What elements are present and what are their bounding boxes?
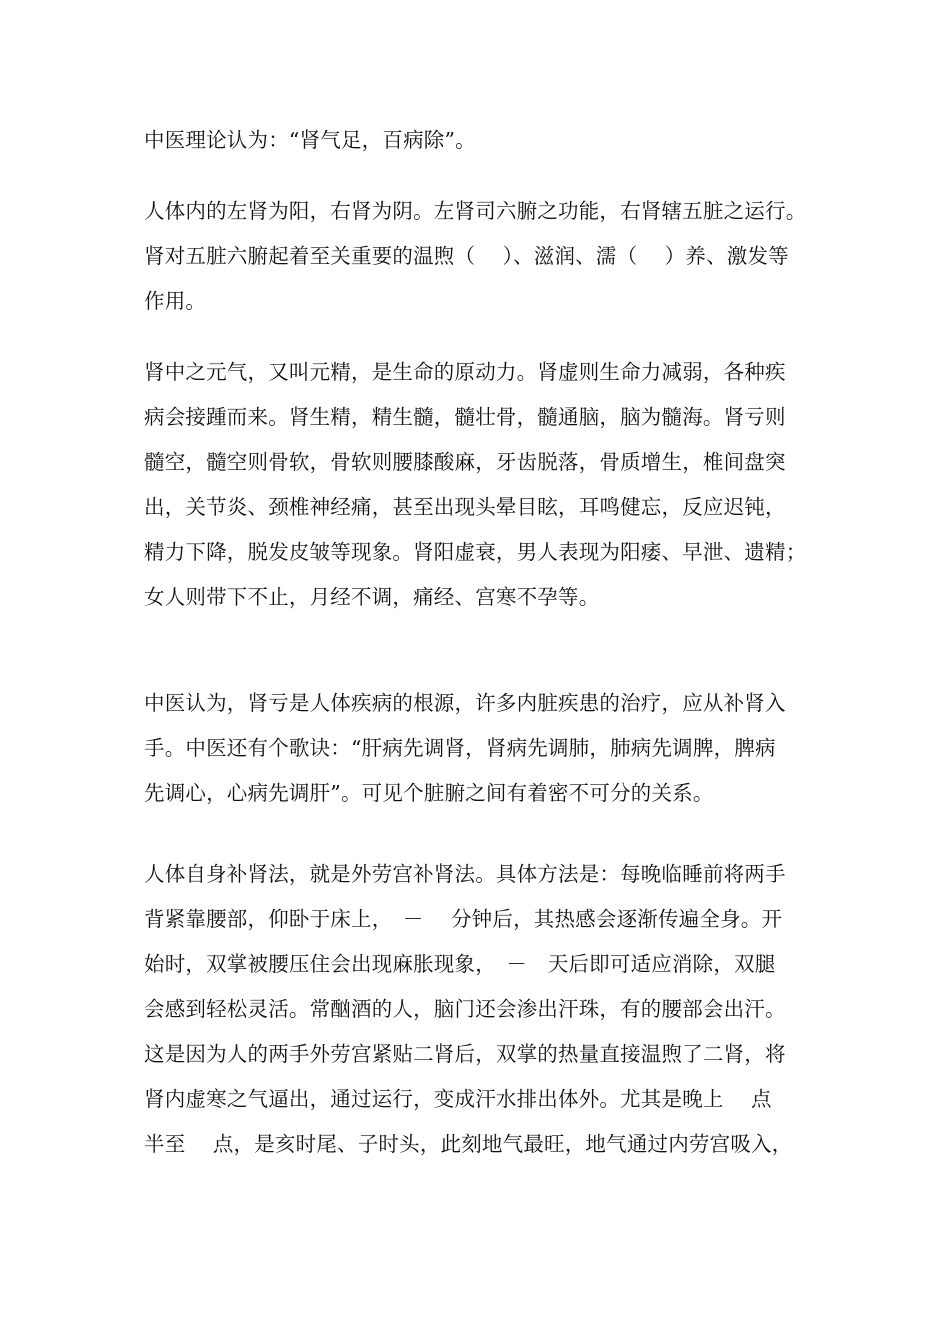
text-line: 背紧靠腰部，仰卧于床上， － 分钟后，其热感会逐渐传遍全身。开	[144, 907, 783, 931]
text-line: 肾内虚寒之气逼出，通过运行，变成汗水排出体外。尤其是晚上 点	[144, 1087, 772, 1111]
text-line: 这是因为人的两手外劳宫紧贴二肾后，双掌的热量直接温煦了二肾，将	[144, 1042, 786, 1066]
text-line: 作用。	[144, 289, 207, 313]
paragraph-5	[144, 852, 814, 1167]
text-line: 半至 点，是亥时尾、子时头，此刻地气最旺，地气通过内劳宫吸入，	[144, 1132, 793, 1156]
paragraph-2	[144, 189, 814, 324]
text-line: 中医认为，肾亏是人体疾病的根源，许多内脏疾患的治疗，应从补肾入	[144, 691, 786, 715]
text-line: 会感到轻松灵活。常酗酒的人，脑门还会渗出汗珠，有的腰部会出汗。	[144, 997, 786, 1021]
text-line: 人体内的左肾为阳，右肾为阴。左肾司六腑之功能，右肾辖五脏之运行。	[144, 199, 807, 223]
text-line: 髓空，髓空则骨软，骨软则腰膝酸麻，牙齿脱落，骨质增生，椎间盘突	[144, 450, 786, 474]
text-line: 出，关节炎、颈椎神经痛，甚至出现头晕目眩，耳鸣健忘，反应迟钝，	[144, 495, 786, 519]
paragraph-3	[144, 350, 814, 620]
text-line: 手。中医还有个歌诀：“肝病先调肾，肾病先调肺，肺病先调脾，脾病	[144, 736, 776, 760]
text-line: 始时，双掌被腰压住会出现麻胀现象， － 天后即可适应消除，双腿	[144, 952, 776, 976]
text-line: 肾对五脏六腑起着至关重要的温煦（ ）、滋润、濡（ ）养、激发等	[144, 244, 789, 268]
text-line: 女人则带下不止，月经不调，痛经、宫寒不孕等。	[144, 585, 600, 609]
text-line: 病会接踵而来。肾生精，精生髓，髓壮骨，髓通脑，脑为髓海。肾亏则	[144, 405, 786, 429]
text-line: 人体自身补肾法，就是外劳宫补肾法。具体方法是：每晚临睡前将两手	[144, 862, 786, 886]
text-line: 中医理论认为：“肾气足，百病除”。	[144, 128, 476, 152]
text-line: 精力下降，脱发皮皱等现象。肾阳虚衰，男人表现为阳痿、早泄、遗精；	[144, 540, 807, 564]
paragraph-1	[144, 118, 814, 163]
paragraph-4	[144, 681, 814, 816]
text-line: 肾中之元气，又叫元精，是生命的原动力。肾虚则生命力减弱，各种疾	[144, 360, 786, 384]
text-line: 先调心，心病先调肝”。可见个脏腑之间有着密不可分的关系。	[144, 781, 714, 805]
